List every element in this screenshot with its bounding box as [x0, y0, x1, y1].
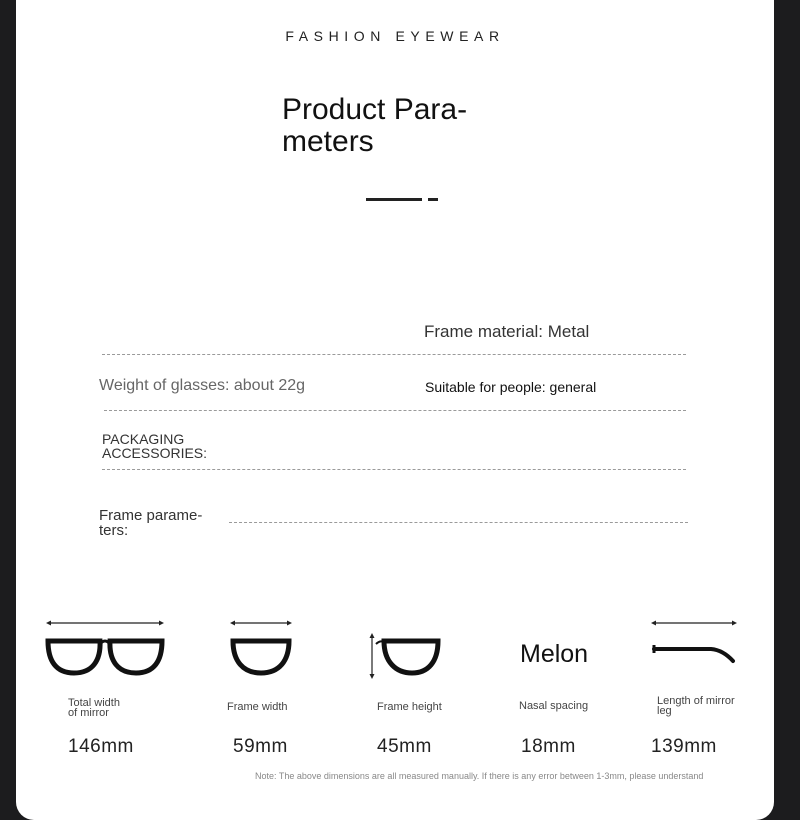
temple-arm-icon [649, 616, 739, 668]
dimension-value: 59mm [233, 736, 288, 757]
dimension-caption: Frame height [377, 701, 442, 713]
weight-label: Weight of glasses: about 22g [99, 377, 306, 394]
glasses-front-width-icon [44, 616, 166, 678]
divider [102, 354, 686, 355]
measurement-note: Note: The above dimensions are all measured manually. If there is any error between 1-3mm, please understand [255, 771, 704, 781]
packaging-label: PACKAGING ACCESSORIES: [102, 431, 208, 461]
title-underline-dot [428, 198, 438, 201]
lens-height-icon [366, 632, 444, 680]
dimension-value: 18mm [521, 736, 576, 757]
page-title [282, 94, 522, 158]
title-line: Product Para- [282, 93, 468, 126]
lens-width-icon [229, 616, 293, 678]
dimension-caption: Total width of mirror [68, 697, 120, 719]
suitable-for-label: Suitable for people: general [425, 379, 597, 395]
frame-material-label: Frame material: Metal [424, 322, 590, 341]
divider [104, 410, 686, 411]
title-underline [366, 198, 422, 201]
brand-heading: FASHION EYEWEAR [285, 28, 505, 44]
title-line: meters [282, 125, 374, 158]
frame-parameters-label: Frame parame- ters: [99, 507, 203, 539]
dimension-value: 45mm [377, 736, 432, 757]
divider [102, 469, 686, 470]
divider [229, 522, 688, 523]
nose-bridge-text: Melon [520, 640, 589, 668]
dimension-value: 139mm [651, 736, 717, 757]
dimension-caption: Nasal spacing [519, 700, 589, 712]
dimension-value: 146mm [68, 736, 134, 757]
dimension-caption: Frame width [227, 701, 288, 713]
dimension-caption: Length of mirror leg [657, 695, 735, 717]
